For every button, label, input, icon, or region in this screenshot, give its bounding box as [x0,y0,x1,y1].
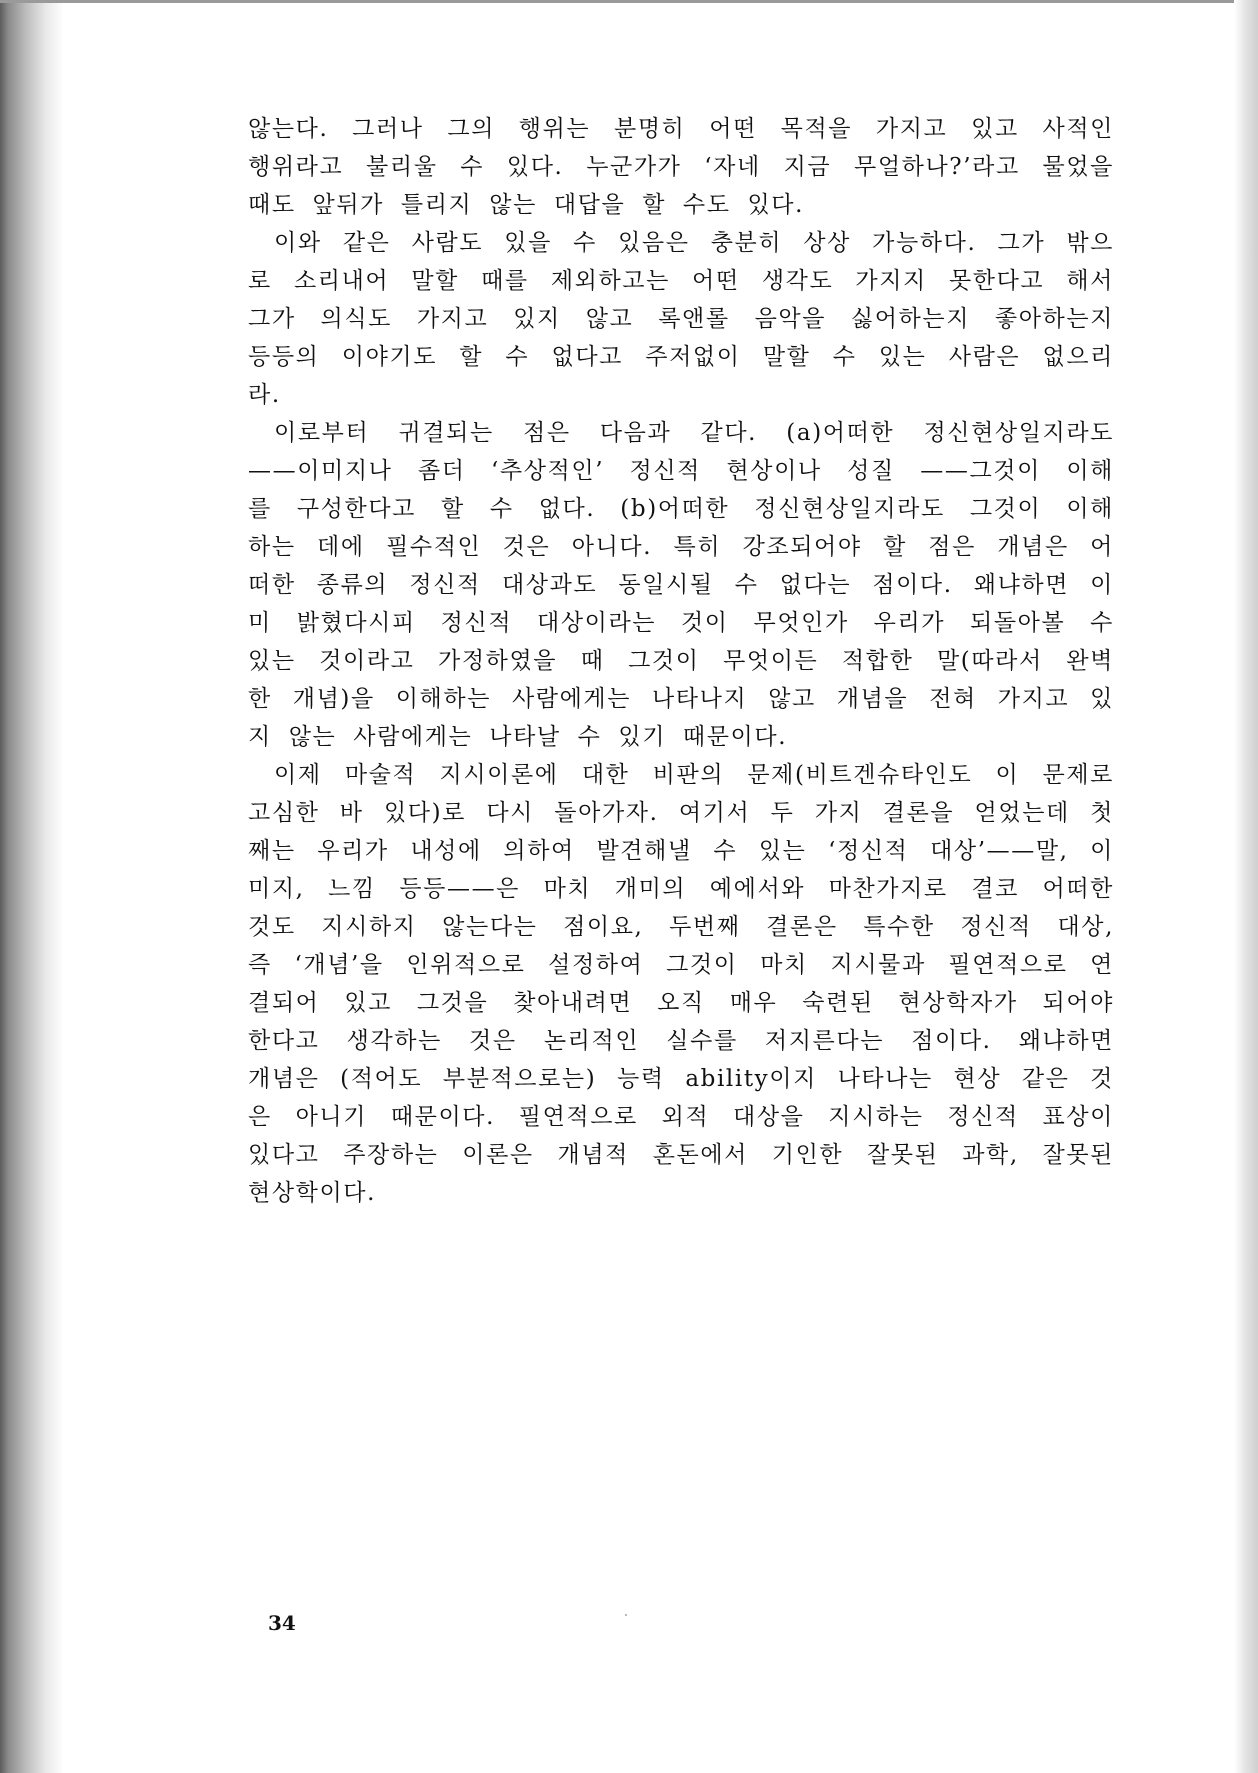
text-line: 미지, 느낌 등등——은 마치 개미의 예에서와 마찬가지로 결코 어떠한 [248,876,1114,902]
paragraph [248,756,1114,1212]
page-number: 34 [268,1611,296,1635]
text-line: 즉 ‘개념’을 인위적으로 설정하여 그것이 마치 지시물과 필연적으로 연 [248,952,1114,978]
text-line: 개념은 (적어도 부분적으로는) 능력 ability이지 나타나는 현상 같은 것 [248,1066,1114,1092]
text-line: 를 구성한다고 할 수 없다. (b)어떠한 정신현상일지라도 그것이 이해 [248,496,1114,522]
text-line: 등등의 이야기도 할 수 없다고 주저없이 말할 수 있는 사람은 없으리 [248,344,1114,370]
text-line: 미 밝혔다시피 정신적 대상이라는 것이 무엇인가 우리가 되돌아볼 수 [248,610,1114,636]
text-line: 있다고 주장하는 이론은 개념적 혼돈에서 기인한 잘못된 과학, 잘못된 [248,1142,1114,1168]
text-line: 행위라고 불리울 수 있다. 누군가가 ‘자네 지금 무얼하나?’라고 물었을 [248,154,1114,180]
paragraph [248,414,1114,756]
body-text [248,110,1114,1212]
text-line: 떠한 종류의 정신적 대상과도 동일시될 수 없다는 점이다. 왜냐하면 이 [248,572,1114,598]
text-line: 한 개념)을 이해하는 사람에게는 나타나지 않고 개념을 전혀 가지고 있 [248,686,1114,712]
text-line: 이로부터 귀결되는 점은 다음과 같다. (a)어떠한 정신현상일지라도 [274,420,1114,446]
text-line: 때도 앞뒤가 틀리지 않는 대답을 할 수도 있다. [248,192,805,218]
paragraph [248,110,1114,224]
scan-speck [625,1614,627,1616]
text-line: 현상학이다. [248,1180,377,1206]
text-line: 것도 지시하지 않는다는 점이요, 두번째 결론은 특수한 정신적 대상, [248,914,1114,940]
text-line: 은 아니기 때문이다. 필연적으로 외적 대상을 지시하는 정신적 표상이 [248,1104,1114,1130]
text-line: 이제 마술적 지시이론에 대한 비판의 문제(비트겐슈타인도 이 문제로 [274,762,1114,788]
text-line: 그가 의식도 가지고 있지 않고 록앤롤 음악을 싫어하는지 좋아하는지 [248,306,1114,332]
text-line: 라. [248,382,281,408]
text-line: 로 소리내어 말할 때를 제외하고는 어떤 생각도 가지지 못한다고 해서 [248,268,1114,294]
text-line: 하는 데에 필수적인 것은 아니다. 특히 강조되어야 할 점은 개념은 어 [248,534,1114,560]
page-top-edge [0,0,1258,3]
page-right-edge [1234,0,1258,1773]
book-spine-shadow [0,0,62,1773]
text-line: 째는 우리가 내성에 의하여 발견해낼 수 있는 ‘정신적 대상’——말, 이 [248,838,1114,864]
paragraph [248,224,1114,414]
text-line: 결되어 있고 그것을 찾아내려면 오직 매우 숙련된 현상학자가 되어야 [248,990,1114,1016]
text-line: ——이미지나 좀더 ‘추상적인’ 정신적 현상이나 성질 ——그것이 이해 [248,458,1114,484]
text-line: 않는다. 그러나 그의 행위는 분명히 어떤 목적을 가지고 있고 사적인 [248,116,1114,142]
text-line: 지 않는 사람에게는 나타날 수 있기 때문이다. [248,724,788,750]
text-line: 고심한 바 있다)로 다시 돌아가자. 여기서 두 가지 결론을 얻었는데 첫 [248,800,1114,826]
text-line: 한다고 생각하는 것은 논리적인 실수를 저지른다는 점이다. 왜냐하면 [248,1028,1114,1054]
text-line: 이와 같은 사람도 있을 수 있음은 충분히 상상 가능하다. 그가 밖으 [274,230,1114,256]
text-line: 있는 것이라고 가정하였을 때 그것이 무엇이든 적합한 말(따라서 완벽 [248,648,1114,674]
